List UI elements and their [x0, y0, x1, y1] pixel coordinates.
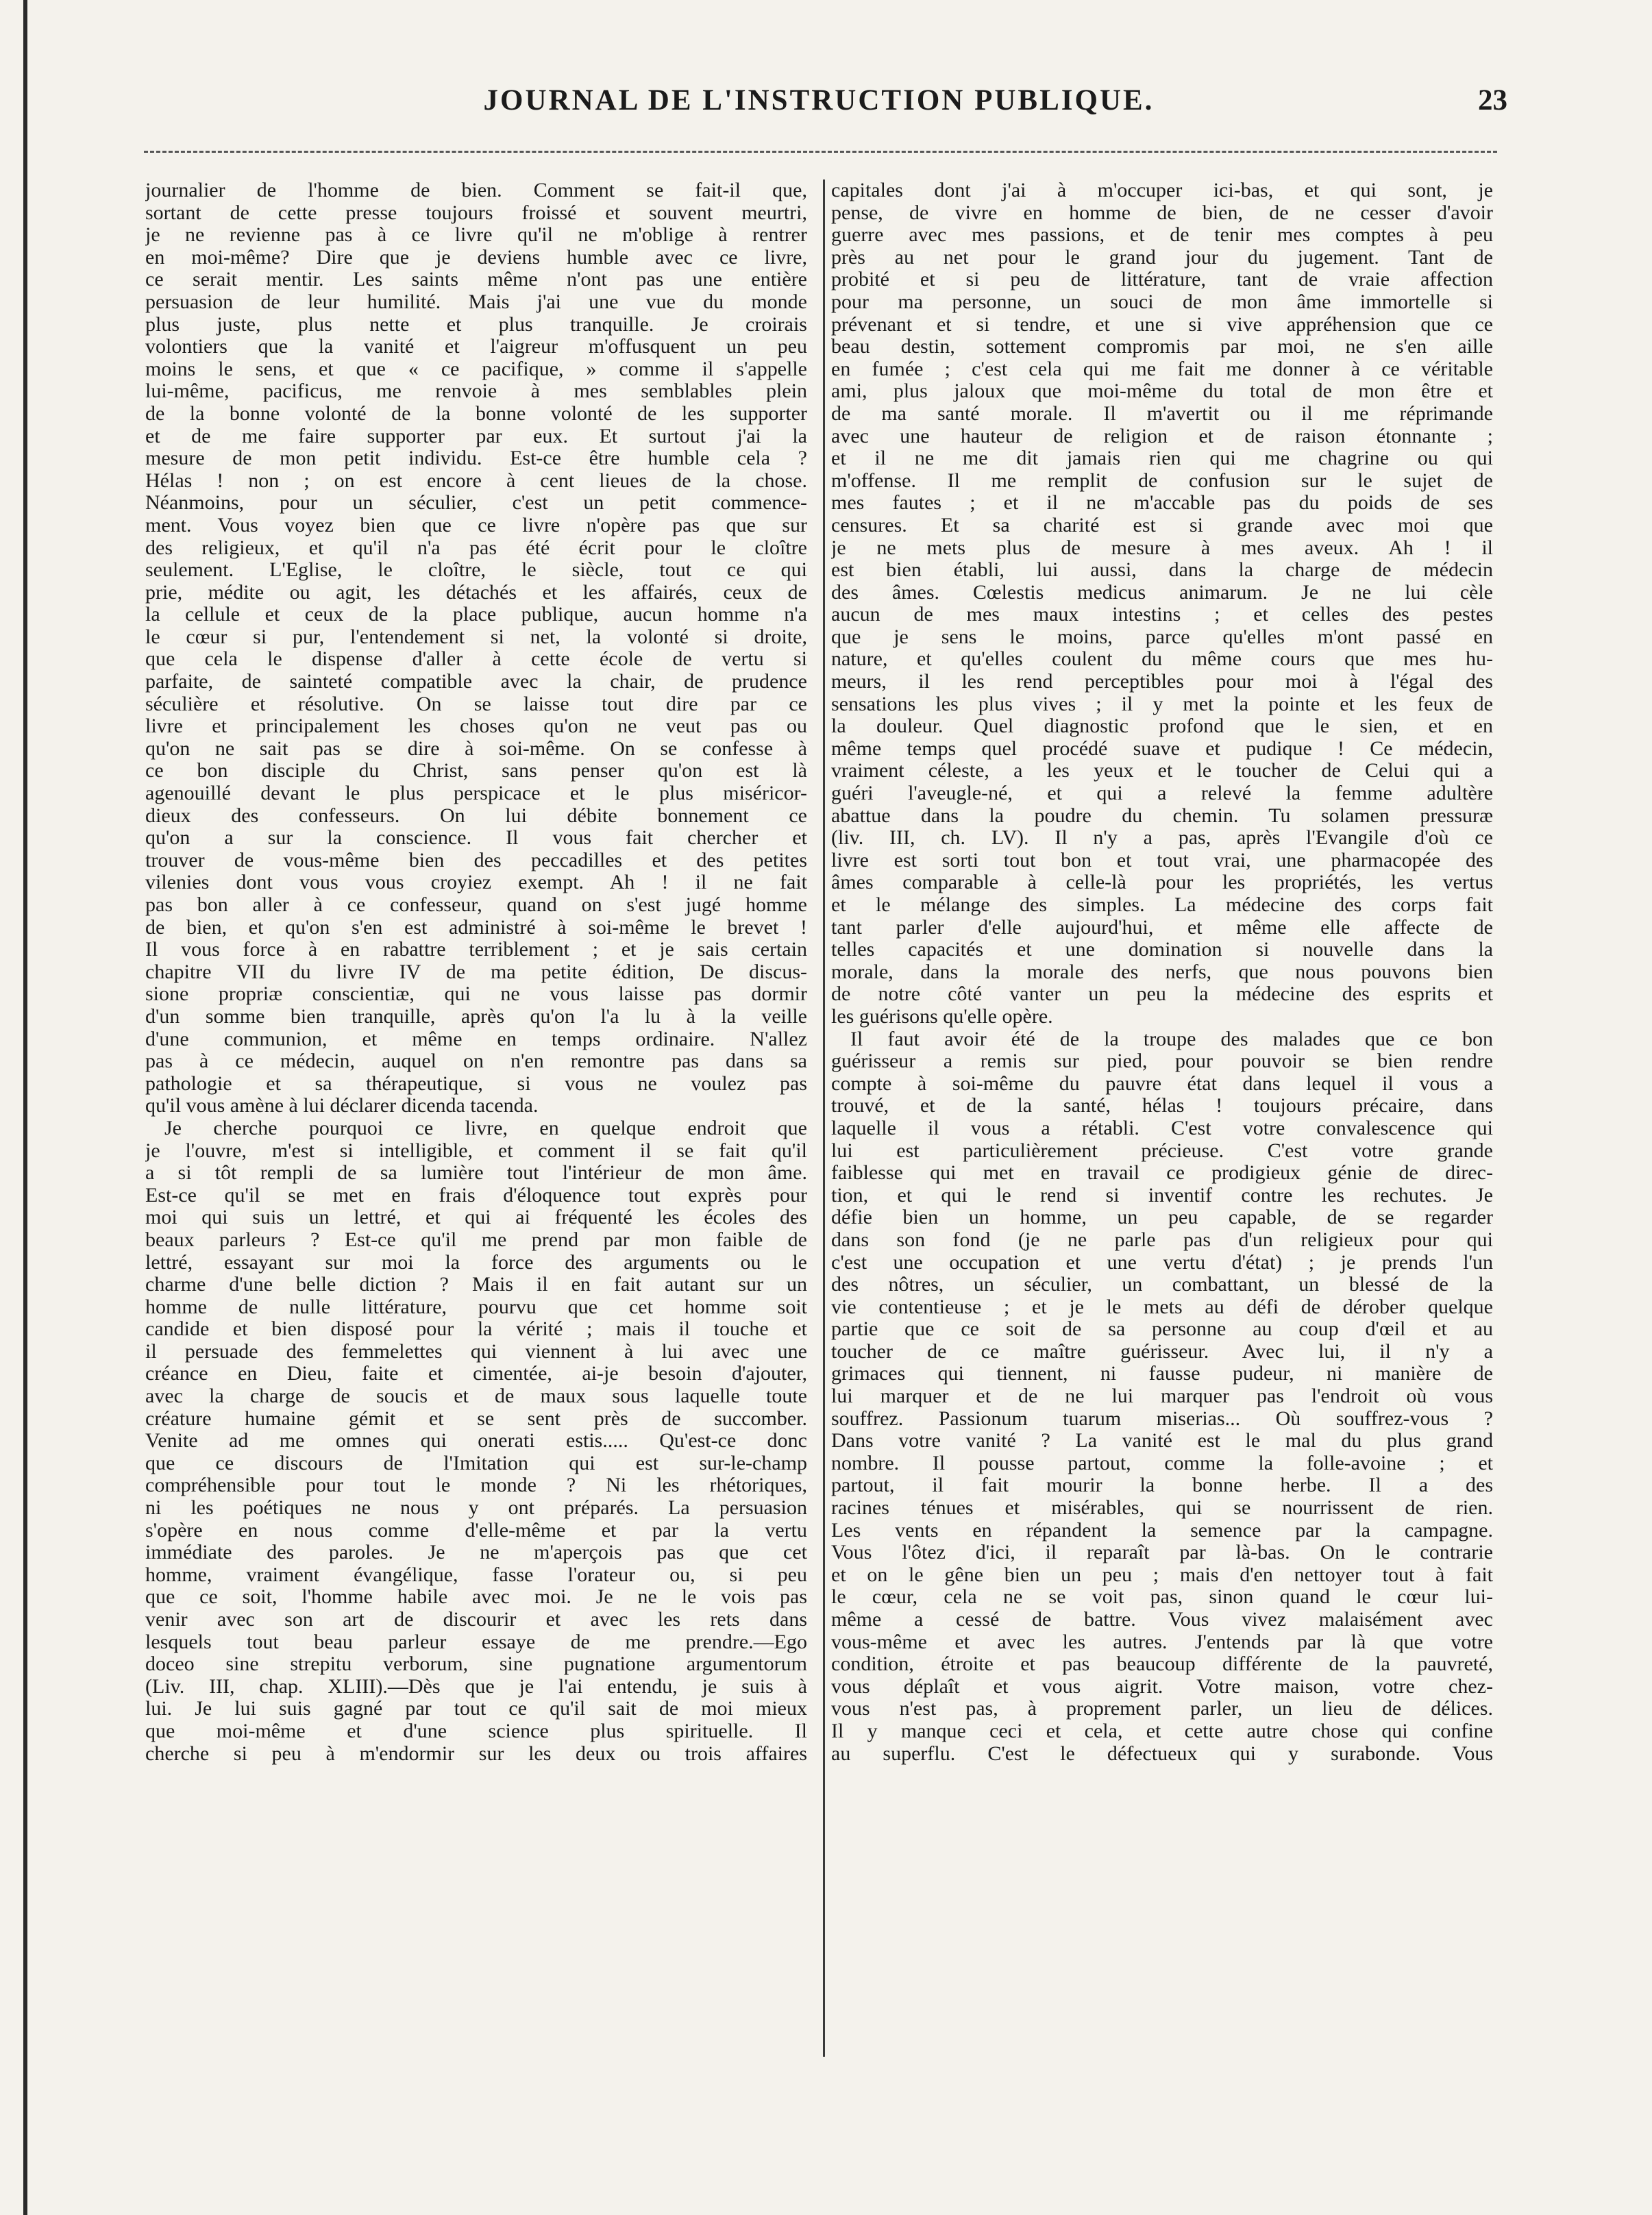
text-line: guéri l'aveugle-né, et qui a relevé la femme adultère — [831, 782, 1493, 805]
text-line: grimaces qui tiennent, ni fausse pudeur, ni manière de — [831, 1363, 1493, 1385]
text-line: je ne mets plus de mesure à mes aveux. Ah ! il — [831, 536, 1493, 559]
text-line: a si tôt rempli de sa lumière tout l'intérieur de mon âme. — [145, 1162, 807, 1185]
text-line: Je cherche pourquoi ce livre, en quelque endroit que — [164, 1117, 807, 1139]
text-line: parfaite, de sainteté compatible avec la chair, de prudence — [145, 671, 807, 693]
text-line: compréhensible pour tout le monde ? Ni les rhétoriques, — [145, 1474, 807, 1497]
text-line: Il y manque ceci et cela, et cette autre chose qui confine — [831, 1720, 1493, 1742]
text-line: d'un somme bien tranquille, après qu'on l'a lu à la veille — [145, 1005, 807, 1028]
text-line: lui. Je lui suis gagné par tout ce qu'il sait de moi mieux — [145, 1698, 807, 1720]
page-number: 23 — [1478, 84, 1507, 116]
text-line: lui marquer et de ne lui marquer pas l'endroit où vous — [831, 1385, 1493, 1408]
text-line: de notre côté vanter un peu la médecine des esprits et — [831, 983, 1493, 1006]
text-line: avec une hauteur de religion et de raison étonnante ; — [831, 425, 1493, 447]
text-line: chapitre VII du livre IV de ma petite édition, De discus- — [145, 961, 807, 983]
text-line: ami, plus jaloux que moi-même du total de mon être et — [831, 380, 1493, 403]
text-line: condition, étroite et pas beaucoup différente de la pauvreté, — [831, 1653, 1493, 1676]
text-line: immédiate des paroles. Je ne m'aperçois pas que cet — [145, 1542, 807, 1564]
text-line: aucun de mes maux intestins ; et celles des pestes — [831, 604, 1493, 626]
text-line: la cellule et ceux de la place publique, aucun homme n'a — [145, 604, 807, 626]
text-line: vie contentieuse ; et je le mets au défi de dérober quelque — [831, 1296, 1493, 1318]
text-line: créance en Dieu, faite et cimentée, ai-je besoin d'ajouter, — [145, 1363, 807, 1385]
text-line: ment. Vous voyez bien que ce livre n'opère pas que sur — [145, 514, 807, 536]
text-line: livre est sorti tout bon et tout vrai, une pharmacopée des — [831, 849, 1493, 871]
text-line: mesure de mon petit individu. Est-ce être humble cela ? — [145, 447, 807, 470]
text-line: je l'ouvre, m'est si intelligible, et comment il se fait qu'il — [145, 1139, 807, 1162]
text-line: lui est particulièrement précieuse. C'est votre grande — [831, 1139, 1493, 1162]
text-line: trouver de vous-même bien des peccadilles et des petites — [145, 849, 807, 871]
text-line: Est-ce qu'il se met en frais d'éloquence tout exprès pour — [145, 1184, 807, 1207]
text-line: agenouillé devant le plus perspicace et le plus miséricor- — [145, 782, 807, 805]
text-line: est bien établi, lui aussi, dans la charge de médecin — [831, 559, 1493, 582]
text-line: journalier de l'homme de bien. Comment se fait-il que, — [145, 180, 807, 201]
text-line: en moi-même? Dire que je deviens humble avec ce livre, — [145, 246, 807, 269]
text-line: dieux des confesseurs. On lui débite bonnement ce — [145, 804, 807, 827]
text-line: probité et si peu de littérature, tant de vraie affection — [831, 269, 1493, 291]
text-line: des âmes. Cœlestis medicus animarum. Je ne lui cèle — [831, 581, 1493, 604]
column-divider — [823, 180, 825, 2057]
text-line: qu'il vous amène à lui déclarer dicenda tacenda. — [145, 1095, 539, 1117]
text-line: seulement. L'Eglise, le cloître, le siècle, tout ce qui — [145, 559, 807, 582]
text-line: Les vents en répandent la semence par la campagne. — [831, 1519, 1493, 1542]
left-text-column — [145, 180, 807, 2057]
text-line: prévenant et si tendre, et une si vive appréhension que ce — [831, 313, 1493, 336]
page-edge-shadow — [23, 0, 27, 2215]
text-line: Hélas ! non ; on est encore à cent lieues de la chose. — [145, 469, 807, 492]
text-line: (Liv. III, chap. XLIII).—Dès que je l'ai entendu, je suis à — [145, 1675, 807, 1698]
text-line: persuasion de leur humilité. Mais j'ai une vue du monde — [145, 290, 807, 313]
text-line: défie bien un homme, un peu capable, de se regarder — [831, 1207, 1493, 1229]
text-line: prie, médite ou agit, les détachés et les affairés, ceux de — [145, 581, 807, 604]
text-line: homme de nulle littérature, pourvu que cet homme soit — [145, 1296, 807, 1318]
text-line: pas à ce médecin, auquel on n'en remontre pas dans sa — [145, 1050, 807, 1073]
text-line: en fumée ; c'est cela qui me fait me donner à ce véritable — [831, 358, 1493, 380]
text-line: laquelle il vous a rétabli. C'est votre convalescence qui — [831, 1117, 1493, 1139]
text-line: nature, et qu'elles coulent du même cours que mes hu- — [831, 648, 1493, 671]
text-line: ni les poétiques ne nous y ont préparés. La persuasion — [145, 1497, 807, 1520]
text-line: charme d'une belle diction ? Mais il en fait autant sur un — [145, 1274, 807, 1296]
text-line: ce bon disciple du Christ, sans penser qu'on est là — [145, 760, 807, 782]
text-line: des nôtres, un séculier, un combattant, un blessé de la — [831, 1274, 1493, 1296]
text-line: Néanmoins, pour un séculier, c'est un petit commence- — [145, 492, 807, 515]
text-line: près au net pour le grand jour du jugement. Tant de — [831, 246, 1493, 269]
text-line: dans son fond (je ne parle pas d'un religieux pour qui — [831, 1228, 1493, 1251]
text-line: que ce discours de l'Imitation qui est sur-le-champ — [145, 1452, 807, 1474]
text-line: pense, de vivre en homme de bien, de ne cesser d'avoir — [831, 201, 1493, 224]
text-line: des religieux, et qu'il n'a pas été écrit pour le cloître — [145, 536, 807, 559]
text-line: qu'on ne sait pas se dire à soi-même. On se confesse à — [145, 737, 807, 760]
text-line: sione propriæ conscientiæ, qui ne vous laisse pas dormir — [145, 983, 807, 1006]
text-line: même temps quel procédé suave et pudique ! Ce médecin, — [831, 737, 1493, 760]
text-line: pathologie et sa thérapeutique, si vous ne voulez pas — [145, 1072, 807, 1095]
text-line: doceo sine strepitu verborum, sine pugnatione argumentorum — [145, 1653, 807, 1676]
text-line: venir avec son art de discourir et avec les rets dans — [145, 1609, 807, 1631]
text-line: mes fautes ; et il ne m'accable pas du poids de ses — [831, 492, 1493, 515]
text-line: livre et principalement les choses qu'on ne veut pas ou — [145, 715, 807, 738]
text-line: lui-même, pacificus, me renvoie à mes semblables plein — [145, 380, 807, 403]
text-line: souffrez. Passionum tuarum miserias... Où souffrez-vous ? — [831, 1407, 1493, 1430]
text-line: âmes comparable à celle-là pour les propriétés, les vertus — [831, 871, 1493, 894]
text-line: la douleur. Quel diagnostic profond que le sien, et en — [831, 715, 1493, 738]
text-line: moins le sens, et que « ce pacifique, » comme il s'appelle — [145, 358, 807, 380]
text-line: que je sens le moins, parce qu'elles m'ont passé en — [831, 626, 1493, 648]
text-line: homme, vraiment évangélique, fasse l'orateur ou, si peu — [145, 1563, 807, 1586]
text-line: beaux parleurs ? Est-ce qu'il me prend par mon faible de — [145, 1228, 807, 1251]
text-line: pour ma personne, un souci de mon âme immortelle si — [831, 290, 1493, 313]
text-line: que moi-même et d'une science plus spirituelle. Il — [145, 1720, 807, 1742]
text-line: faiblesse qui met en travail ce prodigieux génie de direc- — [831, 1162, 1493, 1185]
text-line: je ne revienne pas à ce livre qu'il ne m'oblige à rentrer — [145, 224, 807, 247]
text-line: vraiment céleste, a les yeux et le toucher de Celui qui a — [831, 760, 1493, 782]
text-line: de ma santé morale. Il m'avertit ou il me réprimande — [831, 402, 1493, 425]
text-line: censures. Et sa charité est si grande avec moi que — [831, 514, 1493, 536]
text-line: m'offense. Il me remplit de confusion sur le sujet de — [831, 469, 1493, 492]
text-line: Dans votre vanité ? La vanité est le mal du plus grand — [831, 1430, 1493, 1452]
text-line: le cœur si pur, l'entendement si net, la volonté si droite, — [145, 626, 807, 648]
text-line: séculière et résolutive. On se laisse tout dire par ce — [145, 693, 807, 715]
text-line: et on le gêne bien un peu ; mais d'en nettoyer tout à fait — [831, 1563, 1493, 1586]
text-line: ce serait mentir. Les saints même n'ont pas une entière — [145, 269, 807, 291]
text-line: moi qui suis un lettré, et qui ai fréquenté les écoles des — [145, 1207, 807, 1229]
text-line: meurs, il les rend perceptibles pour moi à l'égal des — [831, 671, 1493, 693]
text-line: guérisseur a remis sur pied, pour pouvoir se bien rendre — [831, 1050, 1493, 1073]
text-line: toucher de ce maître guérisseur. Avec lui, il n'y a — [831, 1340, 1493, 1363]
text-line: et le mélange des simples. La médecine des corps fait — [831, 894, 1493, 916]
text-line: candide et bien disposé pour la vérité ; mais il touche et — [145, 1318, 807, 1341]
text-line: au superflu. C'est le défectueux qui y surabonde. Vous — [831, 1742, 1493, 1765]
text-line: qu'on a sur la conscience. Il vous fait chercher et — [145, 827, 807, 850]
text-line: et il ne me dit jamais rien qui me chagrine ou qui — [831, 447, 1493, 470]
text-line: Il faut avoir été de la troupe des malades que ce bon — [850, 1028, 1493, 1050]
text-line: compte à soi-même du pauvre état dans lequel il vous a — [831, 1072, 1493, 1095]
text-line: d'une communion, et même en temps ordinaire. N'allez — [145, 1028, 807, 1050]
text-line: c'est une occupation et une vertu d'état) ; je prends l'un — [831, 1251, 1493, 1274]
text-line: partie que ce soit de sa personne au coup d'œil et au — [831, 1318, 1493, 1341]
text-line: Il vous force à en rabattre terriblement ; et je sais certain — [145, 939, 807, 961]
text-line: guerre avec mes passions, et de tenir mes comptes à peu — [831, 224, 1493, 247]
text-line: vous-même et avec les autres. J'entends par là que votre — [831, 1631, 1493, 1653]
text-line: vilenies dont vous vous croyiez exempt. Ah ! il ne fait — [145, 871, 807, 894]
text-line: que ce soit, l'homme habile avec moi. Je ne le vois pas — [145, 1586, 807, 1609]
text-line: sortant de cette presse toujours froissé et souvent meurtri, — [145, 201, 807, 224]
text-line: morale, dans la morale des nerfs, que nous pouvons bien — [831, 961, 1493, 983]
text-line: telles capacités et une domination si nouvelle dans la — [831, 939, 1493, 961]
text-line: même a cessé de battre. Vous vivez malaisément avec — [831, 1609, 1493, 1631]
text-line: partout, il fait mourir la bonne herbe. Il a des — [831, 1474, 1493, 1497]
text-line: tant parler d'elle aujourd'hui, et même elle affecte de — [831, 916, 1493, 939]
text-line: et de me faire supporter par eux. Et surtout j'ai la — [145, 425, 807, 447]
text-line: Vous l'ôtez d'ici, il reparaît par là-bas. On le contrarie — [831, 1542, 1493, 1564]
text-line: (liv. III, ch. LV). Il n'y a pas, après l'Evangile d'où ce — [831, 827, 1493, 850]
text-line: racines ténues et misérables, qui se nourrissent de rien. — [831, 1497, 1493, 1520]
text-line: sensations les plus vives ; il y met la pointe et les feux de — [831, 693, 1493, 715]
page-header — [130, 77, 1507, 132]
header-rule — [144, 151, 1497, 153]
running-title: JOURNAL DE L'INSTRUCTION PUBLIQUE. — [483, 84, 1155, 116]
text-line: beau destin, sottement compromis par moi, ne s'en aille — [831, 336, 1493, 358]
text-line: les guérisons qu'elle opère. — [831, 1005, 1053, 1028]
text-line: trouvé, et de la santé, hélas ! toujours précaire, dans — [831, 1095, 1493, 1117]
text-line: avec la charge de soucis et de maux sous laquelle toute — [145, 1385, 807, 1408]
text-line: abattue dans la poudre du chemin. Tu solamen pressuræ — [831, 804, 1493, 827]
text-line: s'opère en nous comme d'elle-même et par la vertu — [145, 1519, 807, 1542]
text-line: lettré, essayant sur moi la force des arguments ou le — [145, 1251, 807, 1274]
text-line: que cela le dispense d'aller à cette école de vertu si — [145, 648, 807, 671]
text-line: de bien, et qu'on s'en est administré à soi-même le brevet ! — [145, 916, 807, 939]
text-line: tion, et qui le rend si inventif contre les rechutes. Je — [831, 1184, 1493, 1207]
text-line: il persuade des femmelettes qui viennent à lui avec une — [145, 1340, 807, 1363]
text-line: de la bonne volonté de la bonne volonté de les supporter — [145, 402, 807, 425]
text-line: plus juste, plus nette et plus tranquille. Je croirais — [145, 313, 807, 336]
right-text-column — [831, 180, 1493, 2057]
text-line: volontiers que la vanité et l'aigreur m'offusquent un peu — [145, 336, 807, 358]
text-line: Venite ad me omnes qui onerati estis..... Qu'est-ce donc — [145, 1430, 807, 1452]
text-line: capitales dont j'ai à m'occuper ici-bas, et qui sont, je — [831, 180, 1493, 201]
text-line: pas bon aller à ce confesseur, quand on s'est jugé homme — [145, 894, 807, 916]
text-line: cherche si peu à m'endormir sur les deux ou trois affaires — [145, 1742, 807, 1765]
text-line: le cœur, cela ne se voit pas, sinon quand le cœur lui- — [831, 1586, 1493, 1609]
text-line: vous n'est pas, à proprement parler, un lieu de délices. — [831, 1698, 1493, 1720]
text-line: créature humaine gémit et se sent près de succomber. — [145, 1407, 807, 1430]
text-line: vous déplaît et vous aigrit. Votre maison, votre chez- — [831, 1675, 1493, 1698]
text-line: nombre. Il pousse partout, comme la folle-avoine ; et — [831, 1452, 1493, 1474]
text-line: lesquels tout beau parleur essaye de me prendre.—Ego — [145, 1631, 807, 1653]
